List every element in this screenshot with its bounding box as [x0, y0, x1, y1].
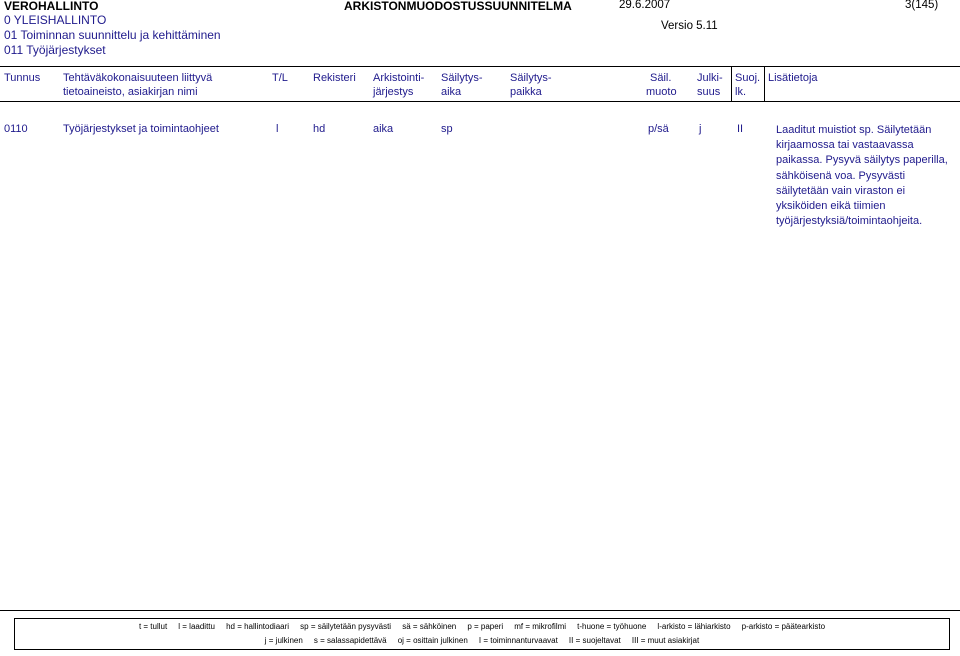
row-name: Työjärjestykset ja toimintaohjeet: [63, 123, 219, 135]
col-tl: T/L: [272, 72, 288, 84]
header-bottom-rule: [0, 101, 960, 102]
row-rekisteri: hd: [313, 123, 326, 135]
header-divider-suoj: [731, 66, 732, 102]
row-sailmuoto: p/sä: [648, 123, 669, 135]
col-arkistointi-line1: Arkistointi-: [373, 72, 425, 84]
col-julkisuus-line1: Julki-: [697, 72, 723, 84]
col-suoj-line1: Suoj.: [735, 72, 761, 84]
version-label: Versio 5.11: [661, 20, 718, 32]
row-lisatietoja: Laaditut muistiot sp. Säilytetään kirjaamossa tai vastaavassa paikassa. Pysyvä säilytys paperilla, sähköisenä voa. Pysyvästi säilytetään vain viraston ei yksiköiden eikä tiimien työjärjestyksiä/toimintaohjeita.: [776, 124, 948, 228]
row-julkisuus: j: [699, 123, 702, 135]
row-sailytysaika: sp: [441, 123, 453, 135]
col-sailmuoto-line1: Säil.: [650, 72, 672, 84]
plan-title: ARKISTONMUODOSTUSSUUNNITELMA: [344, 0, 572, 13]
col-tunnus: Tunnus: [4, 72, 41, 84]
row-suoj: II: [737, 123, 744, 135]
legend-line2: j = julkinen s = salassapidettävä oj = osittain julkinen I = toiminnanturvaavat II = suojeltavat III = muut asiakirjat: [264, 636, 700, 645]
col-task-line1: Tehtäväkokonaisuuteen liittyvä: [63, 72, 213, 84]
breadcrumb-level1: 01 Toiminnan suunnittelu ja kehittäminen: [4, 28, 221, 42]
col-julkisuus-line2: suus: [697, 86, 721, 98]
col-sailytysaika-line1: Säilytys-: [441, 72, 483, 84]
row-arkistointi: aika: [373, 123, 394, 135]
col-sailytyspaikka-line1: Säilytys-: [510, 72, 552, 84]
document-date: 29.6.2007: [619, 0, 671, 11]
col-lisatietoja: Lisätietoja: [768, 72, 818, 84]
breadcrumb-level2: 011 Työjärjestykset: [4, 43, 106, 57]
table-top-rule: [0, 66, 960, 67]
page-number: 3(145): [905, 0, 939, 11]
col-arkistointi-line2: järjestys: [373, 86, 414, 98]
legend-line1: t = tullut l = laadittu hd = hallintodiaari sp = säilytetään pysyvästi sä = sähköinen p = paperi mf = mikrofilmi t-huone = työhuone l-arkisto = lähiarkisto p-arkisto = päätearkisto: [138, 622, 826, 631]
col-sailmuoto-line2: muoto: [646, 86, 677, 98]
table-bottom-rule: [0, 610, 960, 611]
row-tunnus: 0110: [4, 123, 28, 135]
row-tl: l: [276, 123, 279, 135]
organization-name: VEROHALLINTO: [4, 0, 99, 13]
legend: [14, 620, 950, 648]
col-task-line2: tietoaineisto, asiakirjan nimi: [63, 86, 198, 98]
col-suoj-line2: lk.: [735, 86, 746, 98]
col-rekisteri: Rekisteri: [313, 72, 356, 84]
col-sailytysaika-line2: aika: [441, 86, 462, 98]
col-sailytyspaikka-line2: paikka: [510, 86, 542, 98]
breadcrumb-level0: 0 YLEISHALLINTO: [4, 13, 107, 27]
header-divider-lisatietoja: [764, 66, 765, 102]
